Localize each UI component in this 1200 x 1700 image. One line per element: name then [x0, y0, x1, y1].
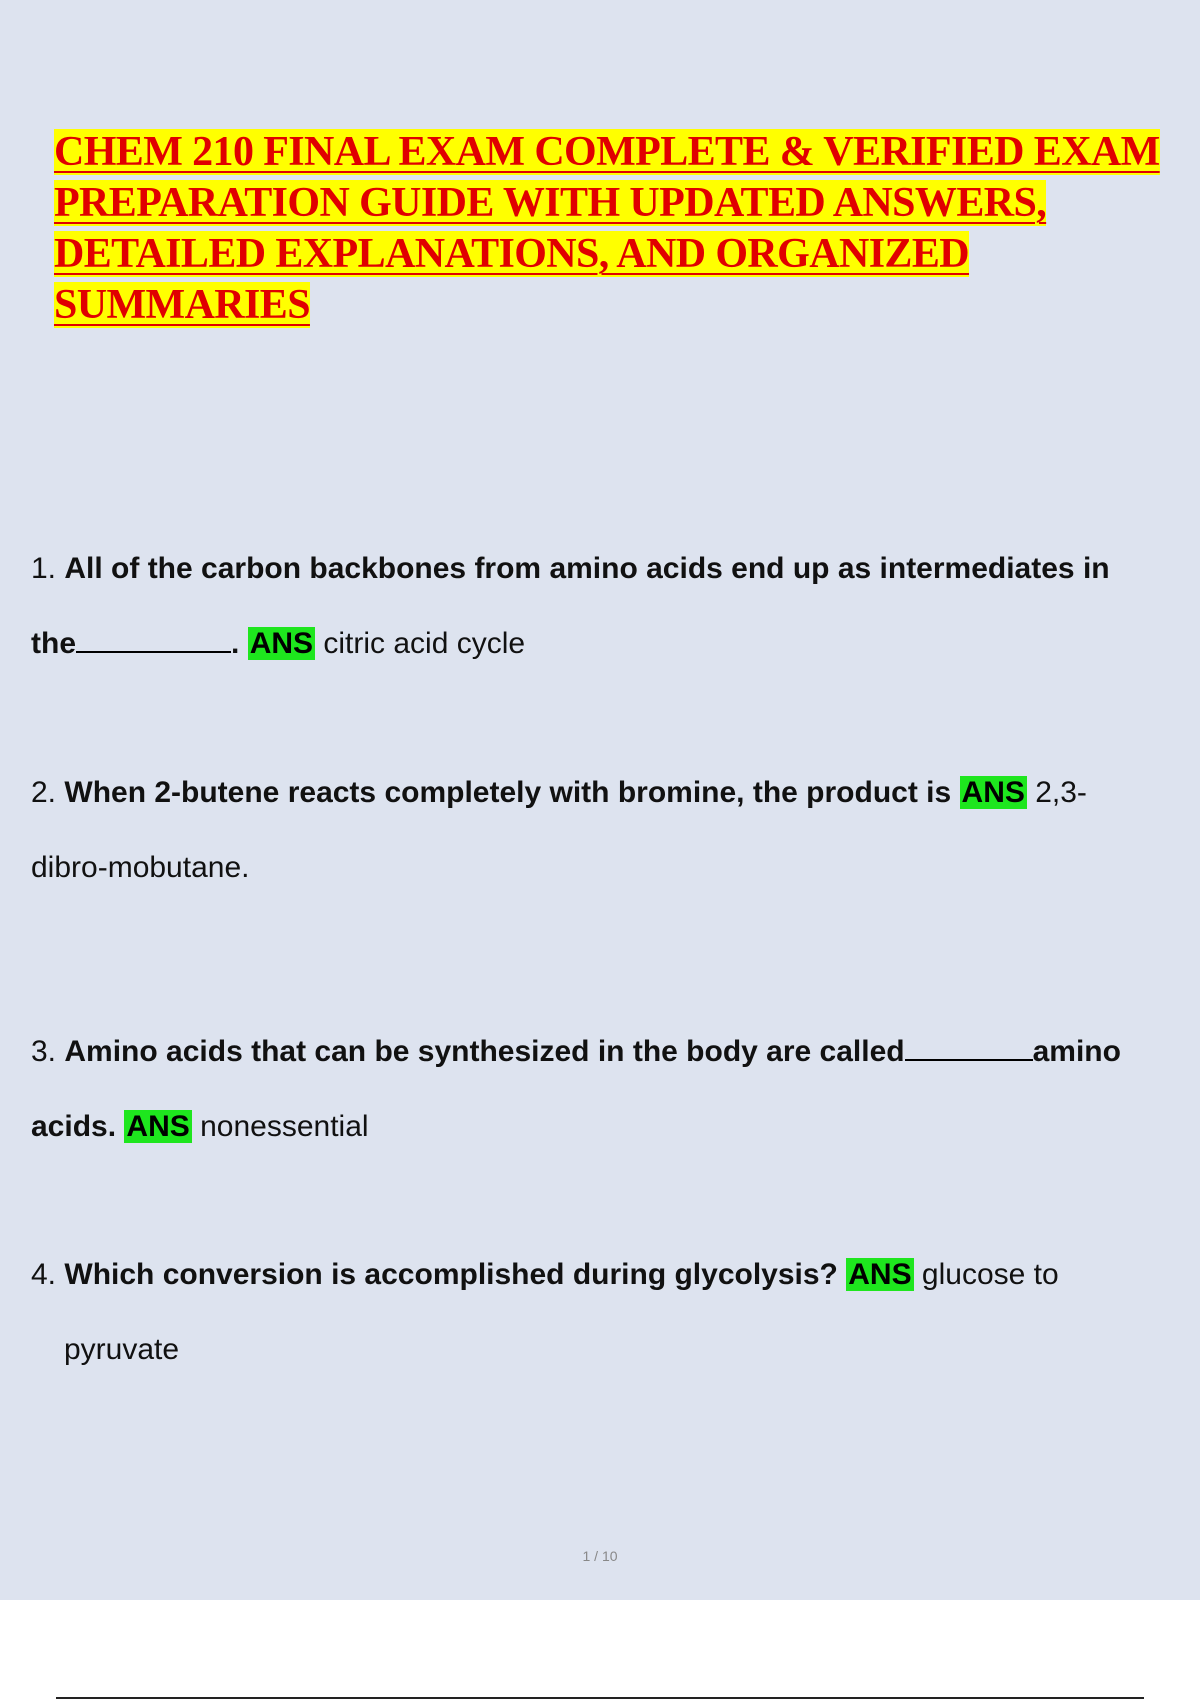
question-2-ans-badge: ANS — [961, 776, 1025, 809]
footer-rule — [56, 1697, 1144, 1699]
title-line-1: CHEM 210 FINAL EXAM COMPLETE & VERIFIED EXAM — [54, 129, 1160, 175]
question-4-line-1 — [31, 1258, 1059, 1292]
question-1-blank — [76, 651, 231, 653]
question-2-text: When 2-butene reacts completely with bromine, the product is — [64, 776, 952, 809]
question-3-text-cont: acids. — [31, 1110, 117, 1143]
question-1-ans-badge: ANS — [249, 627, 314, 660]
question-1-text-cont: the — [31, 627, 76, 660]
question-4-number: 4. — [31, 1258, 57, 1291]
question-1-number: 1. — [31, 552, 57, 585]
question-2-line-1 — [31, 776, 1087, 810]
question-1-line-2 — [31, 627, 525, 661]
question-2-answer-cont: dibro-mobutane. — [31, 851, 250, 884]
question-3-line-1 — [31, 1035, 1121, 1069]
question-3-number: 3. — [31, 1035, 57, 1068]
question-3-blank — [905, 1059, 1033, 1061]
question-3-ans-badge: ANS — [126, 1110, 190, 1143]
question-3-line-2 — [31, 1110, 369, 1144]
question-1-answer: citric acid cycle — [323, 627, 526, 660]
question-2-line-2 — [31, 851, 249, 885]
question-4-line-2 — [64, 1333, 179, 1367]
question-4-text: Which conversion is accomplished during glycolysis? — [64, 1258, 838, 1291]
page-indicator: 1 / 10 — [582, 1548, 618, 1564]
question-3-answer: nonessential — [200, 1110, 369, 1143]
question-3-text-after-blank: amino — [1032, 1035, 1121, 1068]
question-4-answer: glucose to — [921, 1258, 1059, 1291]
question-4-answer-cont: pyruvate — [64, 1333, 180, 1366]
question-2-number: 2. — [31, 776, 57, 809]
question-1-text: All of the carbon backbones from amino acids end up as intermediates in — [64, 552, 1110, 585]
title-line-4: SUMMARIES — [54, 282, 310, 328]
document-title — [54, 127, 1200, 331]
question-1-period: . — [231, 627, 240, 660]
title-line-2: PREPARATION GUIDE WITH UPDATED ANSWERS, — [54, 180, 1047, 226]
title-line-3: DETAILED EXPLANATIONS, AND ORGANIZED — [54, 231, 969, 277]
question-4-ans-badge: ANS — [848, 1258, 912, 1291]
question-2-answer: 2,3- — [1035, 776, 1087, 809]
question-3-text: Amino acids that can be synthesized in the body are called — [64, 1035, 905, 1068]
question-1-line-1 — [31, 552, 1110, 586]
